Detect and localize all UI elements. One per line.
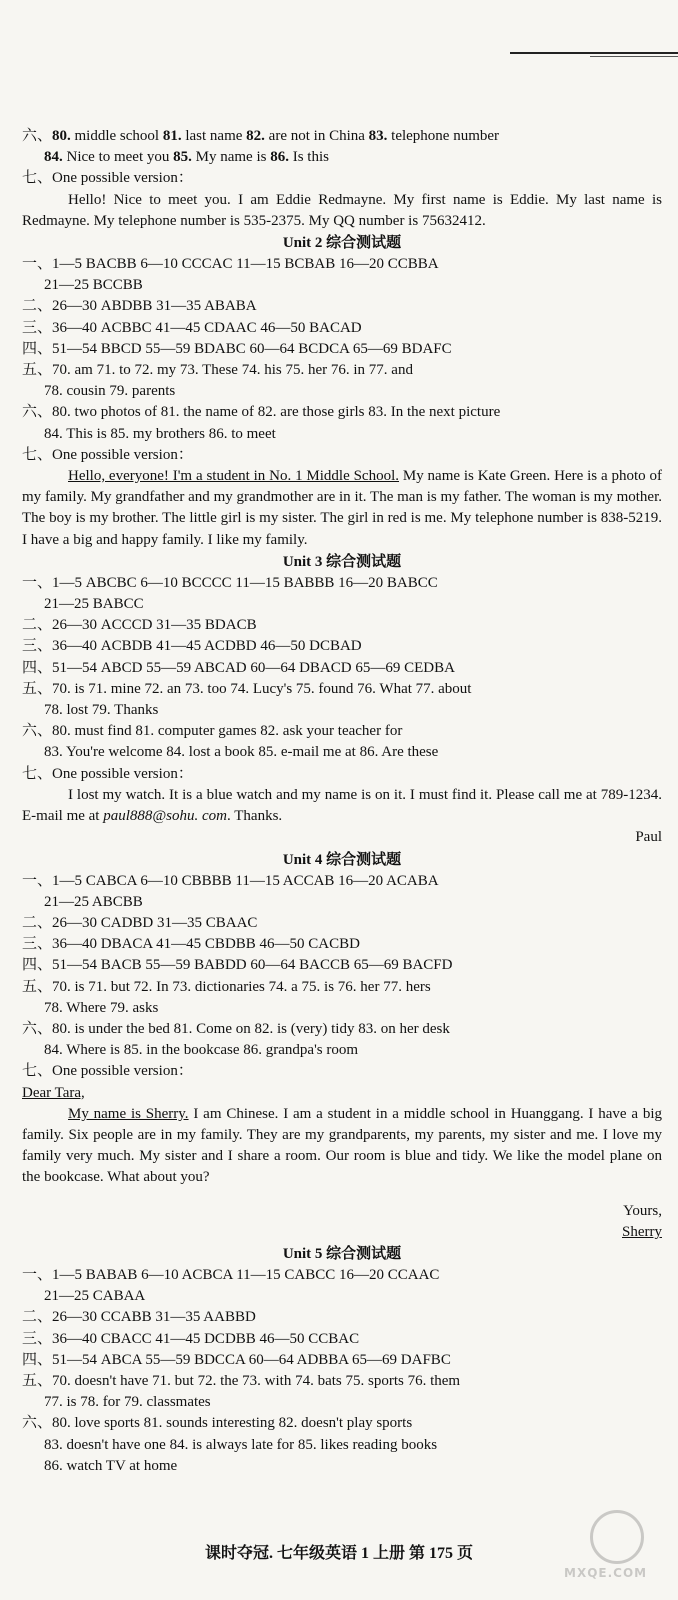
u5-row: 86. watch TV at home	[44, 1457, 178, 1474]
qnum: 86.	[270, 149, 289, 166]
section-label: 六、	[22, 128, 53, 144]
essay-text: My name is Kate Green. Here is a photo of my family. My grandfather and my grandmother are in it. The man is my father. The woman is my mother. The boy is my brother. The little girl is my sister. The girl in red is me. My telephone number is 838-5219. I have a big and happy family. I like my family.	[22, 468, 662, 548]
u2-row: 七、One possible version：	[22, 446, 193, 463]
answer: Is this	[288, 149, 329, 166]
answer-content	[22, 126, 662, 1477]
u2-row: 21—25 BCCBB	[44, 277, 143, 294]
u5-row: 77. is 78. for 79. classmates	[44, 1394, 211, 1411]
u5-row: 83. doesn't have one 84. is always late for 85. likes reading books	[44, 1436, 438, 1453]
u4-row: 六、80. is under the bed 81. Come on 82. is (very) tidy 83. on her desk	[22, 1020, 450, 1037]
unit4-title: Unit 4 综合测试题	[282, 851, 402, 868]
u3-row: 21—25 BABCC	[44, 596, 144, 613]
u2-row: 84. This is 85. my brothers 86. to meet	[44, 425, 276, 442]
u5-row: 一、1—5 BABAB 6—10 ACBCA 11—15 CABCC 16—20 CCAAC	[22, 1266, 440, 1283]
qnum: 81.	[162, 128, 182, 144]
u4-salutation: Dear Tara,	[22, 1084, 85, 1101]
u4-row: 21—25 ABCBB	[44, 893, 143, 910]
u2-row: 三、36—40 ACBBC 41—45 CDAAC 46—50 BACAD	[22, 319, 362, 336]
answer: telephone number	[387, 128, 500, 144]
u3-row: 三、36—40 ACBDB 41—45 ACDBD 46—50 DCBAD	[22, 638, 362, 655]
u4-row: 78. Where 79. asks	[44, 999, 159, 1016]
u3-essay	[22, 785, 662, 827]
u2-row: 六、80. two photos of 81. the name of 82. are those girls 83. In the next picture	[22, 404, 501, 421]
u5-row: 21—25 CABAA	[44, 1288, 146, 1305]
u4-row: 四、51—54 BACB 55—59 BABDD 60—64 BACCB 65—69 BACFD	[22, 957, 453, 974]
qnum: 84.	[44, 149, 63, 166]
u4-essay	[22, 1104, 662, 1189]
watermark-logo	[560, 1510, 670, 1590]
u4-signature: Sherry	[622, 1223, 662, 1240]
top-rule	[510, 52, 678, 54]
u3-row: 四、51—54 ABCD 55—59 ABCAD 60—64 DBACD 65—69 CEDBA	[22, 659, 455, 676]
u5-row: 六、80. love sports 81. sounds interesting 82. doesn't play sports	[22, 1415, 413, 1432]
u3-signature: Paul	[635, 829, 662, 846]
u1-essay	[22, 190, 662, 232]
u4-row: 一、1—5 CABCA 6—10 CBBBB 11—15 ACCAB 16—20 ACABA	[22, 872, 439, 889]
watermark-circle-icon	[590, 1510, 644, 1564]
essay-underlined-opening: My name is Sherry.	[68, 1105, 189, 1122]
essay-underlined-opening: Hello, everyone! I'm a student in No. 1 Middle School.	[68, 468, 400, 485]
answer: are not in China	[264, 128, 369, 144]
u2-row: 78. cousin 79. parents	[44, 383, 176, 400]
u3-row: 78. lost 79. Thanks	[44, 702, 159, 719]
u5-row: 五、70. doesn't have 71. but 72. the 73. with 74. bats 75. sports 76. them	[22, 1372, 461, 1389]
u5-row: 四、51—54 ABCA 55—59 BDCCA 60—64 ADBBA 65—69 DAFBC	[22, 1351, 451, 1368]
qnum: 80.	[52, 128, 71, 144]
top-rule-secondary	[590, 56, 678, 57]
qnum: 85.	[173, 149, 192, 166]
u2-row: 一、1—5 BACBB 6—10 CCCAC 11—15 BCBAB 16—20 CCBBA	[22, 256, 439, 273]
u3-row: 83. You're welcome 84. lost a book 85. e-mail me at 86. Are these	[44, 744, 439, 761]
u3-row: 七、One possible version：	[22, 765, 193, 782]
email-text: paul888@sohu. com	[103, 808, 228, 825]
answer: Nice to meet you	[62, 149, 174, 166]
u3-row: 六、80. must find 81. computer games 82. ask your teacher for	[22, 723, 403, 740]
essay-text: I lost my watch. It is a blue watch and my name is on it. I must find it. Please call me at 789-1234. E-mail me at	[22, 786, 662, 825]
u2-row: 四、51—54 BBCD 55—59 BDABC 60—64 BCDCA 65—69 BDAFC	[22, 340, 452, 357]
essay-text: . Thanks.	[227, 808, 283, 825]
u1-writing-label: 七、One possible version：	[22, 170, 193, 187]
qnum: 83.	[368, 128, 388, 144]
u3-row: 二、26—30 ACCCD 31—35 BDACB	[22, 617, 257, 634]
u4-row: 七、One possible version：	[22, 1063, 193, 1080]
unit2-title: Unit 2 综合测试题	[282, 235, 402, 252]
answer: last name	[181, 128, 247, 144]
u3-row: 五、70. is 71. mine 72. an 73. too 74. Lucy's 75. found 76. What 77. about	[22, 680, 472, 697]
u4-row: 二、26—30 CADBD 31—35 CBAAC	[22, 914, 258, 931]
u5-row: 二、26—30 CCABB 31—35 AABBD	[22, 1309, 256, 1326]
watermark-text: MXQE.COM	[564, 1566, 648, 1580]
u2-essay	[22, 466, 662, 551]
answer: My name is	[191, 149, 271, 166]
u4-row: 五、70. is 71. but 72. In 73. dictionaries 74. a 75. is 76. her 77. hers	[22, 978, 431, 995]
u3-row: 一、1—5 ABCBC 6—10 BCCCC 11—15 BABBB 16—20 BABCC	[22, 574, 438, 591]
unit3-title: Unit 3 综合测试题	[282, 553, 402, 570]
u1-line-80	[22, 126, 662, 147]
u2-row: 五、70. am 71. to 72. my 73. These 74. his 75. her 76. in 77. and	[22, 362, 413, 379]
u4-row: 三、36—40 DBACA 41—45 CBDBB 46—50 CACBD	[22, 936, 360, 953]
u4-closing: Yours,	[623, 1202, 662, 1219]
essay-text: Hello! Nice to meet you. I am Eddie Redmayne. My first name is Eddie. My last name is Redmayne. My telephone number is 535-2375. My QQ number is 75632412.	[22, 191, 662, 229]
qnum: 82.	[246, 128, 265, 144]
unit5-title: Unit 5 综合测试题	[282, 1245, 402, 1262]
answer: middle school	[70, 128, 163, 144]
u2-row: 二、26—30 ABDBB 31—35 ABABA	[22, 298, 257, 315]
u5-row: 三、36—40 CBACC 41—45 DCDBB 46—50 CCBAC	[22, 1330, 360, 1347]
essay-text: I am Chinese. I am a student in a middle school in Huanggang. I have a big family. Six people are in my family. They are my grandparents, my parents, my sister and me. I love my family very much. My sister and I share a room. Our room is blue and tidy. We like the model plane on the bookcase. What about you?	[22, 1105, 662, 1186]
u1-line-84	[22, 147, 662, 168]
u4-row: 84. Where is 85. in the bookcase 86. grandpa's room	[44, 1042, 359, 1059]
page-footer: 课时夺冠. 七年级英语 1 上册 第 175 页	[204, 1545, 473, 1562]
